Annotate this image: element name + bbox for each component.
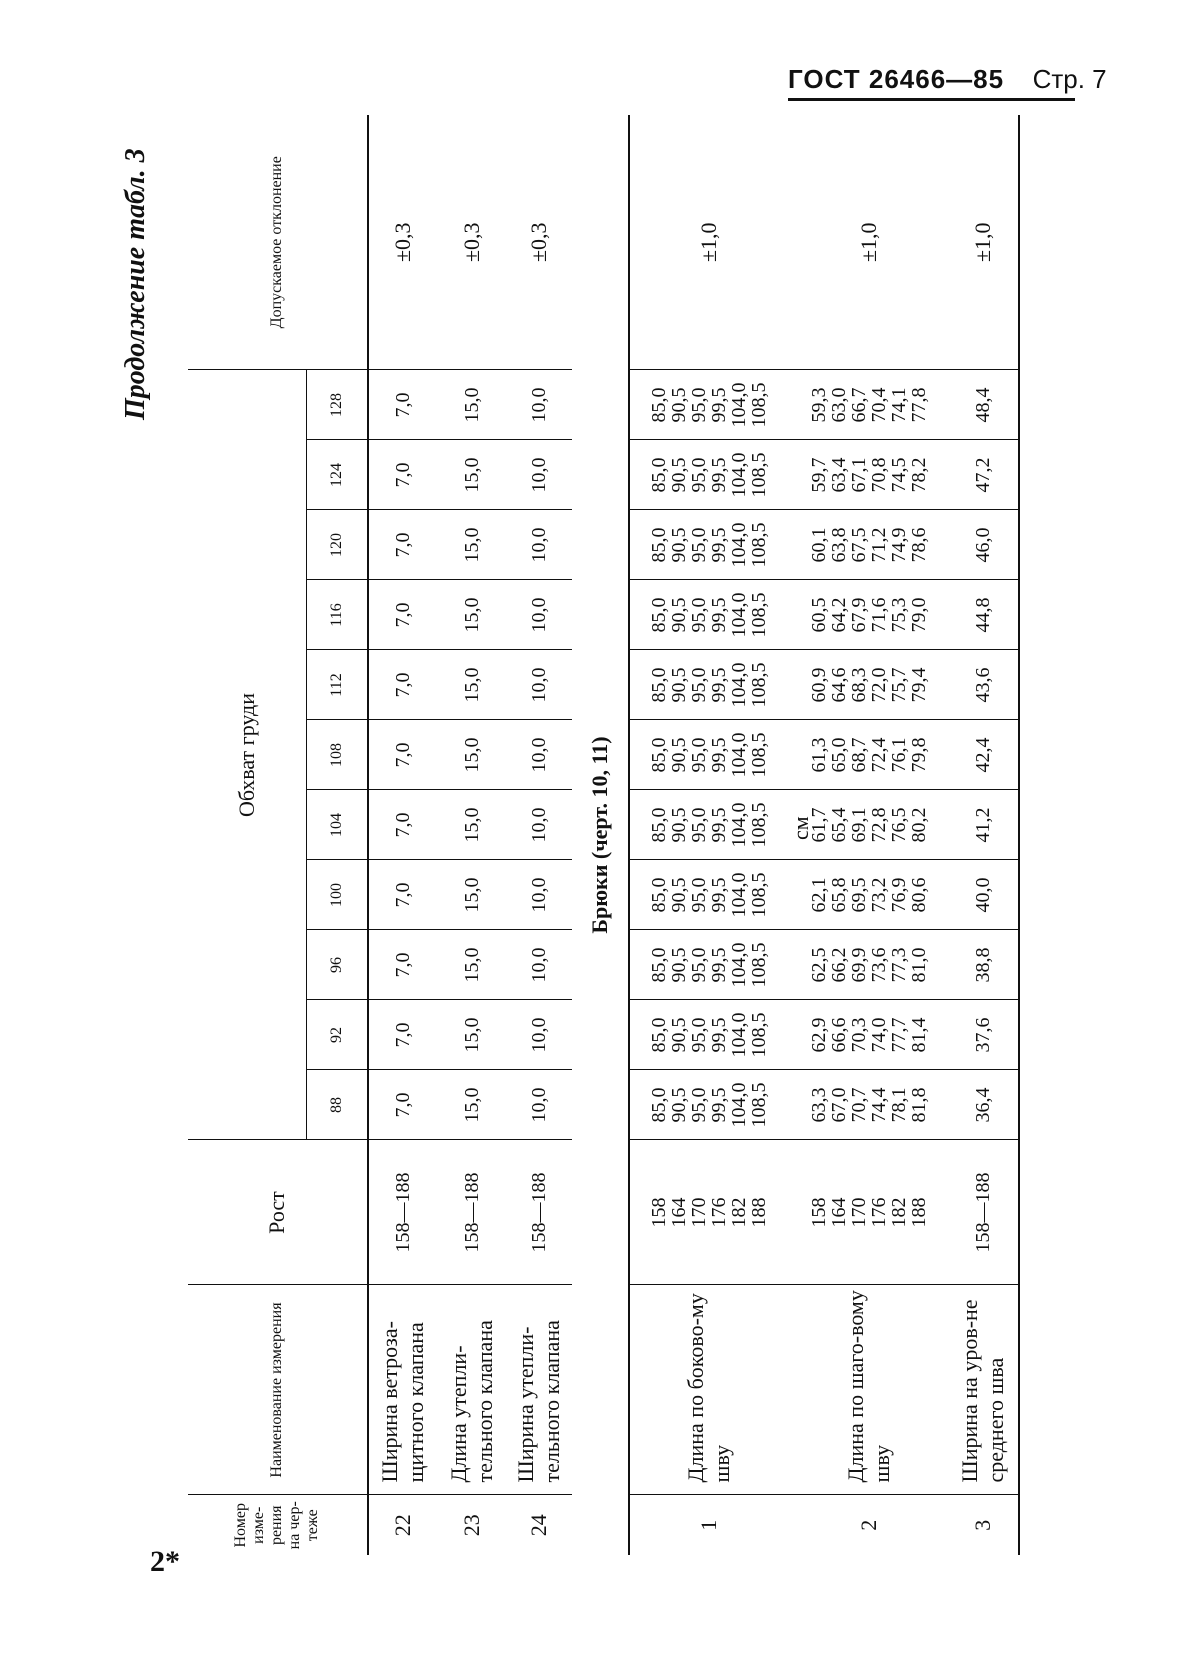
row-height: 158—188 [506, 1140, 572, 1285]
chest-size-128: 128 [306, 370, 368, 440]
col-header-tolerance: Допускаемое отклонение [188, 115, 368, 370]
row-value: 10,0 [506, 1000, 572, 1070]
row-value: 85,0 90,5 95,0 99,5 104,0 108,5 [629, 1000, 789, 1070]
row-value: 42,4 [949, 720, 1019, 790]
header-rule [788, 98, 1075, 101]
row-name: Ширина на уров-не среднего шва [949, 1285, 1019, 1495]
row-value: 85,0 90,5 95,0 99,5 104,0 108,5 [629, 860, 789, 930]
page-number: Стр. 7 [1032, 64, 1107, 94]
chest-size-96: 96 [306, 930, 368, 1000]
row-value: 10,0 [506, 790, 572, 860]
row-value: 15,0 [438, 650, 506, 720]
chest-size-116: 116 [306, 580, 368, 650]
row-value: 7,0 [368, 370, 438, 440]
row-value: 7,0 [368, 510, 438, 580]
row-tolerance: ±0,3 [368, 115, 438, 370]
table-row [368, 115, 438, 1555]
row-value: 85,0 90,5 95,0 99,5 104,0 108,5 [629, 790, 789, 860]
row-value: 85,0 90,5 95,0 99,5 104,0 108,5 [629, 650, 789, 720]
row-value: 10,0 [506, 650, 572, 720]
row-height: 158—188 [949, 1140, 1019, 1285]
continuation-title: Продолжение табл. 3 [120, 148, 151, 420]
row-name: Ширина утепли-тельного клапана [506, 1285, 572, 1495]
row-value: 7,0 [368, 650, 438, 720]
table-row [438, 115, 506, 1555]
row-value: 85,0 90,5 95,0 99,5 104,0 108,5 [629, 1070, 789, 1140]
chest-size-120: 120 [306, 510, 368, 580]
row-value: 10,0 [506, 720, 572, 790]
row-value: 15,0 [438, 440, 506, 510]
row-value: 85,0 90,5 95,0 99,5 104,0 108,5 [629, 930, 789, 1000]
row-value: 15,0 [438, 1000, 506, 1070]
row-value: 85,0 90,5 95,0 99,5 104,0 108,5 [629, 580, 789, 650]
row-name: Длина утепли-тельного клапана [438, 1285, 506, 1495]
row-value: 62,9 66,6 70,3 74,0 77,7 81,4 [789, 1000, 949, 1070]
row-number: 3 [949, 1495, 1019, 1555]
page-header [788, 64, 1107, 95]
row-height: 158 164 170 176 182 188 [789, 1140, 949, 1285]
row-number: 2 [855, 1519, 881, 1531]
section-title: Брюки (черт. 10, 11) [586, 736, 612, 934]
row-value: 7,0 [368, 1070, 438, 1140]
row-value: 10,0 [506, 440, 572, 510]
row-value: 7,0 [368, 930, 438, 1000]
row-height: 158—188 [368, 1140, 438, 1285]
row-value: 10,0 [506, 860, 572, 930]
row-number: 23 [458, 1514, 484, 1537]
row-tolerance: ±1,0 [789, 115, 949, 370]
rotated-table-area [120, 115, 1138, 1555]
row-value: 85,0 90,5 95,0 99,5 104,0 108,5 [629, 370, 789, 440]
row-height: 158—188 [438, 1140, 506, 1285]
row-value: 7,0 [368, 720, 438, 790]
row-number: 24 [525, 1514, 551, 1537]
measurements-table [188, 115, 1020, 1555]
row-value: 41,2 [949, 790, 1019, 860]
row-value: 7,0 [368, 580, 438, 650]
units-label: см [788, 816, 813, 840]
row-value: 60,9 64,6 68,3 72,0 75,7 79,4 [789, 650, 949, 720]
col-header-chest: Обхват груди [188, 370, 306, 1140]
chest-size-124: 124 [306, 440, 368, 510]
table-row [949, 115, 1019, 1555]
col-header-name: Наименование измерения [188, 1285, 368, 1495]
table-row [629, 115, 789, 1555]
col-header-height: Рост [188, 1140, 368, 1285]
row-value: 37,6 [949, 1000, 1019, 1070]
row-name: Длина по боково-му шву [629, 1285, 789, 1495]
row-name: Длина по шаго-вому шву [789, 1285, 949, 1495]
chest-size-104: 104 [306, 790, 368, 860]
row-value: 85,0 90,5 95,0 99,5 104,0 108,5 [629, 720, 789, 790]
sheet-stamp: 2* [150, 1545, 180, 1578]
chest-size-92: 92 [306, 1000, 368, 1070]
section-title-row [572, 115, 629, 1555]
row-value: 10,0 [506, 930, 572, 1000]
chest-size-112: 112 [306, 650, 368, 720]
row-value: 7,0 [368, 1000, 438, 1070]
row-name: Ширина ветроза-щитного клапана [368, 1285, 438, 1495]
row-value: 10,0 [506, 370, 572, 440]
row-value: 61,3 65,0 68,7 72,4 76,1 79,8 [789, 720, 949, 790]
row-value: 7,0 [368, 790, 438, 860]
row-tolerance: ±0,3 [438, 115, 506, 370]
row-value: 43,6 [949, 650, 1019, 720]
row-value: 15,0 [438, 510, 506, 580]
chest-size-88: 88 [306, 1070, 368, 1140]
row-value: 62,5 66,2 69,9 73,6 77,3 81,0 [789, 930, 949, 1000]
row-value: 10,0 [506, 580, 572, 650]
row-value: 44,8 [949, 580, 1019, 650]
row-height: 158 164 170 176 182 188 [629, 1140, 789, 1285]
chest-size-108: 108 [306, 720, 368, 790]
row-value: 36,4 [949, 1070, 1019, 1140]
row-number: 22 [390, 1514, 415, 1537]
row-value: 15,0 [438, 580, 506, 650]
row-value: 63,3 67,0 70,7 74,4 78,1 81,8 [789, 1070, 949, 1140]
table-row [789, 115, 949, 1555]
row-value: 15,0 [438, 1070, 506, 1140]
row-value: 47,2 [949, 440, 1019, 510]
row-tolerance: ±1,0 [629, 115, 789, 370]
row-value: 40,0 [949, 860, 1019, 930]
row-value: 85,0 90,5 95,0 99,5 104,0 108,5 [629, 440, 789, 510]
row-tolerance: ±1,0 [949, 115, 1019, 370]
row-value: 60,1 63,8 67,5 71,2 74,9 78,6 [789, 510, 949, 580]
row-value: 15,0 [438, 370, 506, 440]
row-number: 1 [629, 1495, 789, 1555]
row-value: 46,0 [949, 510, 1019, 580]
row-value: 15,0 [438, 860, 506, 930]
row-tolerance: ±0,3 [506, 115, 572, 370]
table-row [506, 115, 572, 1555]
row-value: 7,0 [368, 860, 438, 930]
chest-size-100: 100 [306, 860, 368, 930]
row-value: 15,0 [438, 720, 506, 790]
row-value: 10,0 [506, 510, 572, 580]
row-value: 61,7 65,4 69,1 72,8 76,5 80,2 [789, 790, 949, 860]
col-header-num: Номер изме-рения на чер-теже [188, 1495, 368, 1555]
row-value: 15,0 [438, 930, 506, 1000]
row-value: 7,0 [368, 440, 438, 510]
row-value: 38,8 [949, 930, 1019, 1000]
row-value: 60,5 64,2 67,9 71,6 75,3 79,0 [789, 580, 949, 650]
row-value: 15,0 [438, 790, 506, 860]
row-value: 59,3 63,0 66,7 70,4 74,1 77,8 [789, 370, 949, 440]
standard-number: ГОСТ 26466—85 [788, 64, 1005, 94]
row-value: 48,4 [949, 370, 1019, 440]
row-value: 59,7 63,4 67,1 70,8 74,5 78,2 [789, 440, 949, 510]
row-value: 85,0 90,5 95,0 99,5 104,0 108,5 [629, 510, 789, 580]
row-value: 10,0 [506, 1070, 572, 1140]
row-value: 62,1 65,8 69,5 73,2 76,9 80,6 [789, 860, 949, 930]
